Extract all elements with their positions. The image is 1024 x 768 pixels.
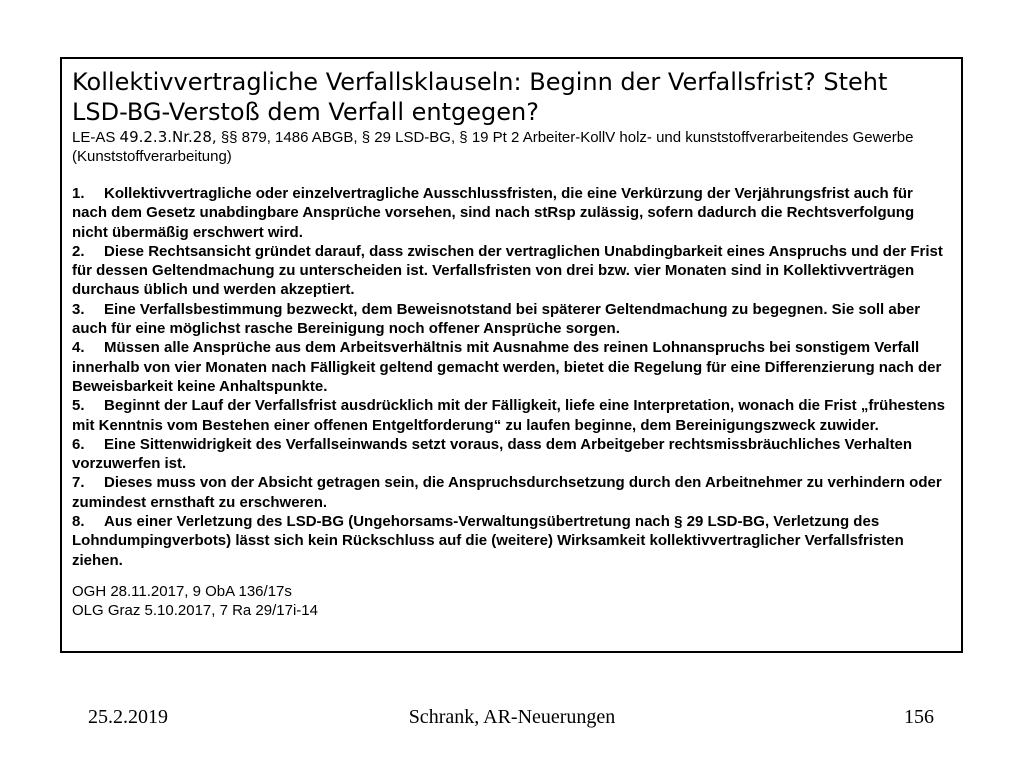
point-text: Diese Rechtsansicht gründet darauf, dass zwischen der vertraglichen Unabdingbarkeit eines Anspruchs und der Frist für dessen Geltendmachung zu unterscheiden ist. Verfallsfristen von drei bzw. vier Monaten sind in Kollektivverträgen durchaus üblich und werden akzeptiert. <box>72 242 943 299</box>
legal-point <box>72 512 949 570</box>
legal-point <box>72 184 949 242</box>
legal-point <box>72 300 949 339</box>
legal-point <box>72 435 949 474</box>
point-text: Aus einer Verletzung des LSD-BG (Ungehorsams-Verwaltungsübertretung nach § 29 LSD-BG, Verletzung des Lohndumpingverbots) lässt sich kein Rückschluss auf die (weitere) Wirksamkeit kollektivvertraglicher Verfallsfristen ziehen. <box>72 513 904 569</box>
legal-point <box>72 396 949 435</box>
point-number: 5. <box>72 397 85 415</box>
legal-point <box>72 473 949 512</box>
citation-line <box>72 128 949 166</box>
legal-points-list <box>72 184 949 570</box>
slide-title: Kollektivvertragliche Verfallsklauseln: Beginn der Verfallsfrist? Steht LSD-BG-Verstoß dem Verfall entgegen? <box>72 68 888 126</box>
point-number: 6. <box>72 435 85 453</box>
point-text: Eine Verfallsbestimmung bezweckt, dem Beweisnotstand bei späterer Geltendmachung zu begegnen. Sie soll aber auch für eine möglichst rasche Bereinigung noch offener Ansprüche sorgen. <box>72 300 921 338</box>
point-number: 3. <box>72 300 85 318</box>
point-number: 2. <box>72 242 85 260</box>
reference-ogh: OGH 28.11.2017, 9 ObA 136/17s <box>72 582 292 600</box>
footer-page-number: 156 <box>904 706 934 728</box>
point-text: Müssen alle Ansprüche aus dem Arbeitsverhältnis mit Ausnahme des reinen Lohnanspruchs bei sonstigem Verfall innerhalb von vier Monaten nach Fälligkeit geltend gemacht werden, bietet die Regelung für eine Differenzierung nach der Beweisbarkeit keine Anhaltspunkte. <box>72 339 942 395</box>
spacer <box>72 166 949 184</box>
point-text: Kollektivvertragliche oder einzelvertragliche Ausschlussfristen, die eine Verkürzung der Verjährungsfrist auch für nach dem Gesetz unabdingbare Ansprüche vorsehen, sind nach stRsp zulässig, sofern dadurch die Rechtsverfolgung nicht übermäßig erschwert wird. <box>72 185 915 241</box>
point-number: 4. <box>72 339 85 357</box>
citation-rest: §§ 879, 1486 ABGB, § 29 LSD-BG, § 19 Pt 2 Arbeiter-KollV holz- und kunststoffverarbeitendes Gewerbe (Kunststoffverarbeitung) <box>72 129 914 165</box>
citation-prefix: LE-AS <box>72 129 120 146</box>
reference-olg: OLG Graz 5.10.2017, 7 Ra 29/17i-14 <box>72 601 318 619</box>
point-text: Eine Sittenwidrigkeit des Verfallseinwands setzt voraus, dass dem Arbeitgeber rechtsmissbräuchliches Verhalten vorzuwerfen ist. <box>72 435 913 473</box>
content-box <box>60 57 963 653</box>
footer-date: 25.2.2019 <box>88 706 168 728</box>
point-number: 7. <box>72 474 85 492</box>
legal-point <box>72 242 949 300</box>
point-number: 8. <box>72 513 85 531</box>
point-text: Beginnt der Lauf der Verfallsfrist ausdrücklich mit der Fälligkeit, liefe eine Interpretation, wonach die Frist „frühestens mit Kenntnis vom Bestehen einer offenen Entgeltforderung“ zu laufen beginne, dem Bereinigungszweck zuwider. <box>72 397 946 434</box>
citation-code: 49.2.3.Nr.28, <box>119 128 217 146</box>
point-number: 1. <box>72 185 85 202</box>
legal-point <box>72 338 949 396</box>
point-text: Dieses muss von der Absicht getragen sein, die Anspruchsdurchsetzung durch den Arbeitnehmer zu verhindern oder zumindest ernsthaft zu erschweren. <box>72 474 942 511</box>
footer-author: Schrank, AR-Neuerungen <box>408 706 616 728</box>
references <box>72 582 949 620</box>
